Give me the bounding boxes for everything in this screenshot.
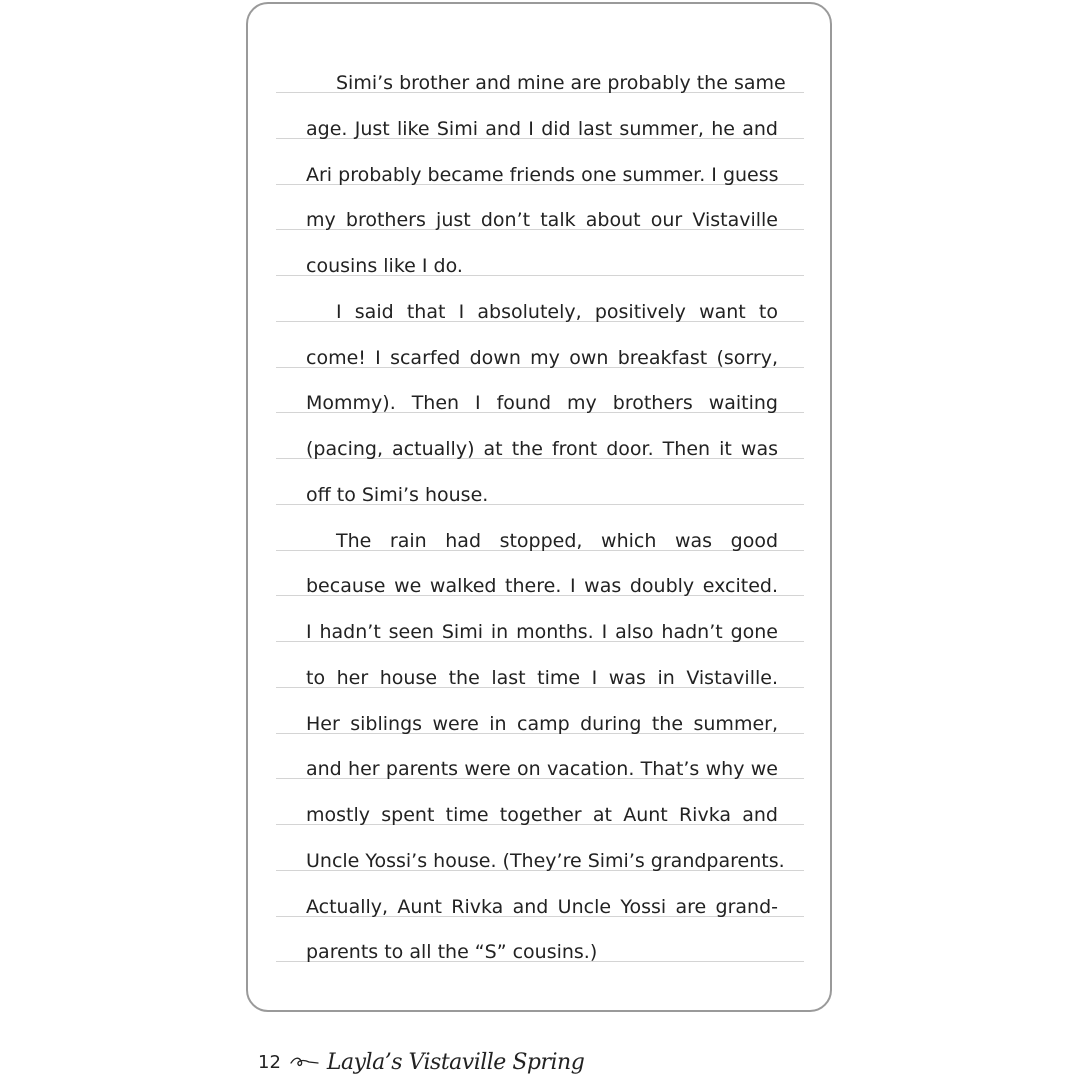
book-title: Layla’s Vistaville Spring [326,1049,585,1075]
text-line: come! I scarfed down my own breakfast (sorry, [306,346,778,369]
swirl-ornament-icon [289,1054,319,1070]
text-line: I said that I absolutely, positively want to [336,300,778,323]
notebook-page [246,2,832,1012]
text-line: (pacing, actually) at the front door. Then it was [306,438,778,460]
text-line: Simi’s brother and mine are probably the same [336,72,786,94]
text-line: Uncle Yossi’s house. (They’re Simi’s grandparents. [306,849,785,872]
text-line: Actually, Aunt Rivka and Uncle Yossi are grand- [306,895,778,918]
text-line: off to Simi’s house. [306,483,489,506]
text-line: to her house the last time I was in Vistaville. [306,666,778,689]
text-line: and her parents were on vacation. That’s why we [306,758,778,781]
text-line: Her siblings were in camp during the summer, [306,712,778,735]
text-line: because we walked there. I was doubly excited. [306,575,778,598]
page-footer [258,1044,584,1080]
text-line: mostly spent time together at Aunt Rivka and [306,804,778,826]
text-line: I hadn’t seen Simi in months. I also hadn’t gone [306,621,778,643]
text-line: age. Just like Simi and I did last summer, he and [306,117,778,140]
page-number: 12 [258,1051,281,1073]
text-line: Mommy). Then I found my brothers waiting [306,392,778,415]
ruled-text-area [248,4,830,1010]
text-line: Ari probably became friends one summer. I guess [306,163,779,186]
text-line: The rain had stopped, which was good [336,529,778,552]
text-line: parents to all the “S” cousins.) [306,941,598,964]
text-line: my brothers just don’t talk about our Vistaville [306,209,778,232]
text-line: cousins like I do. [306,255,463,277]
